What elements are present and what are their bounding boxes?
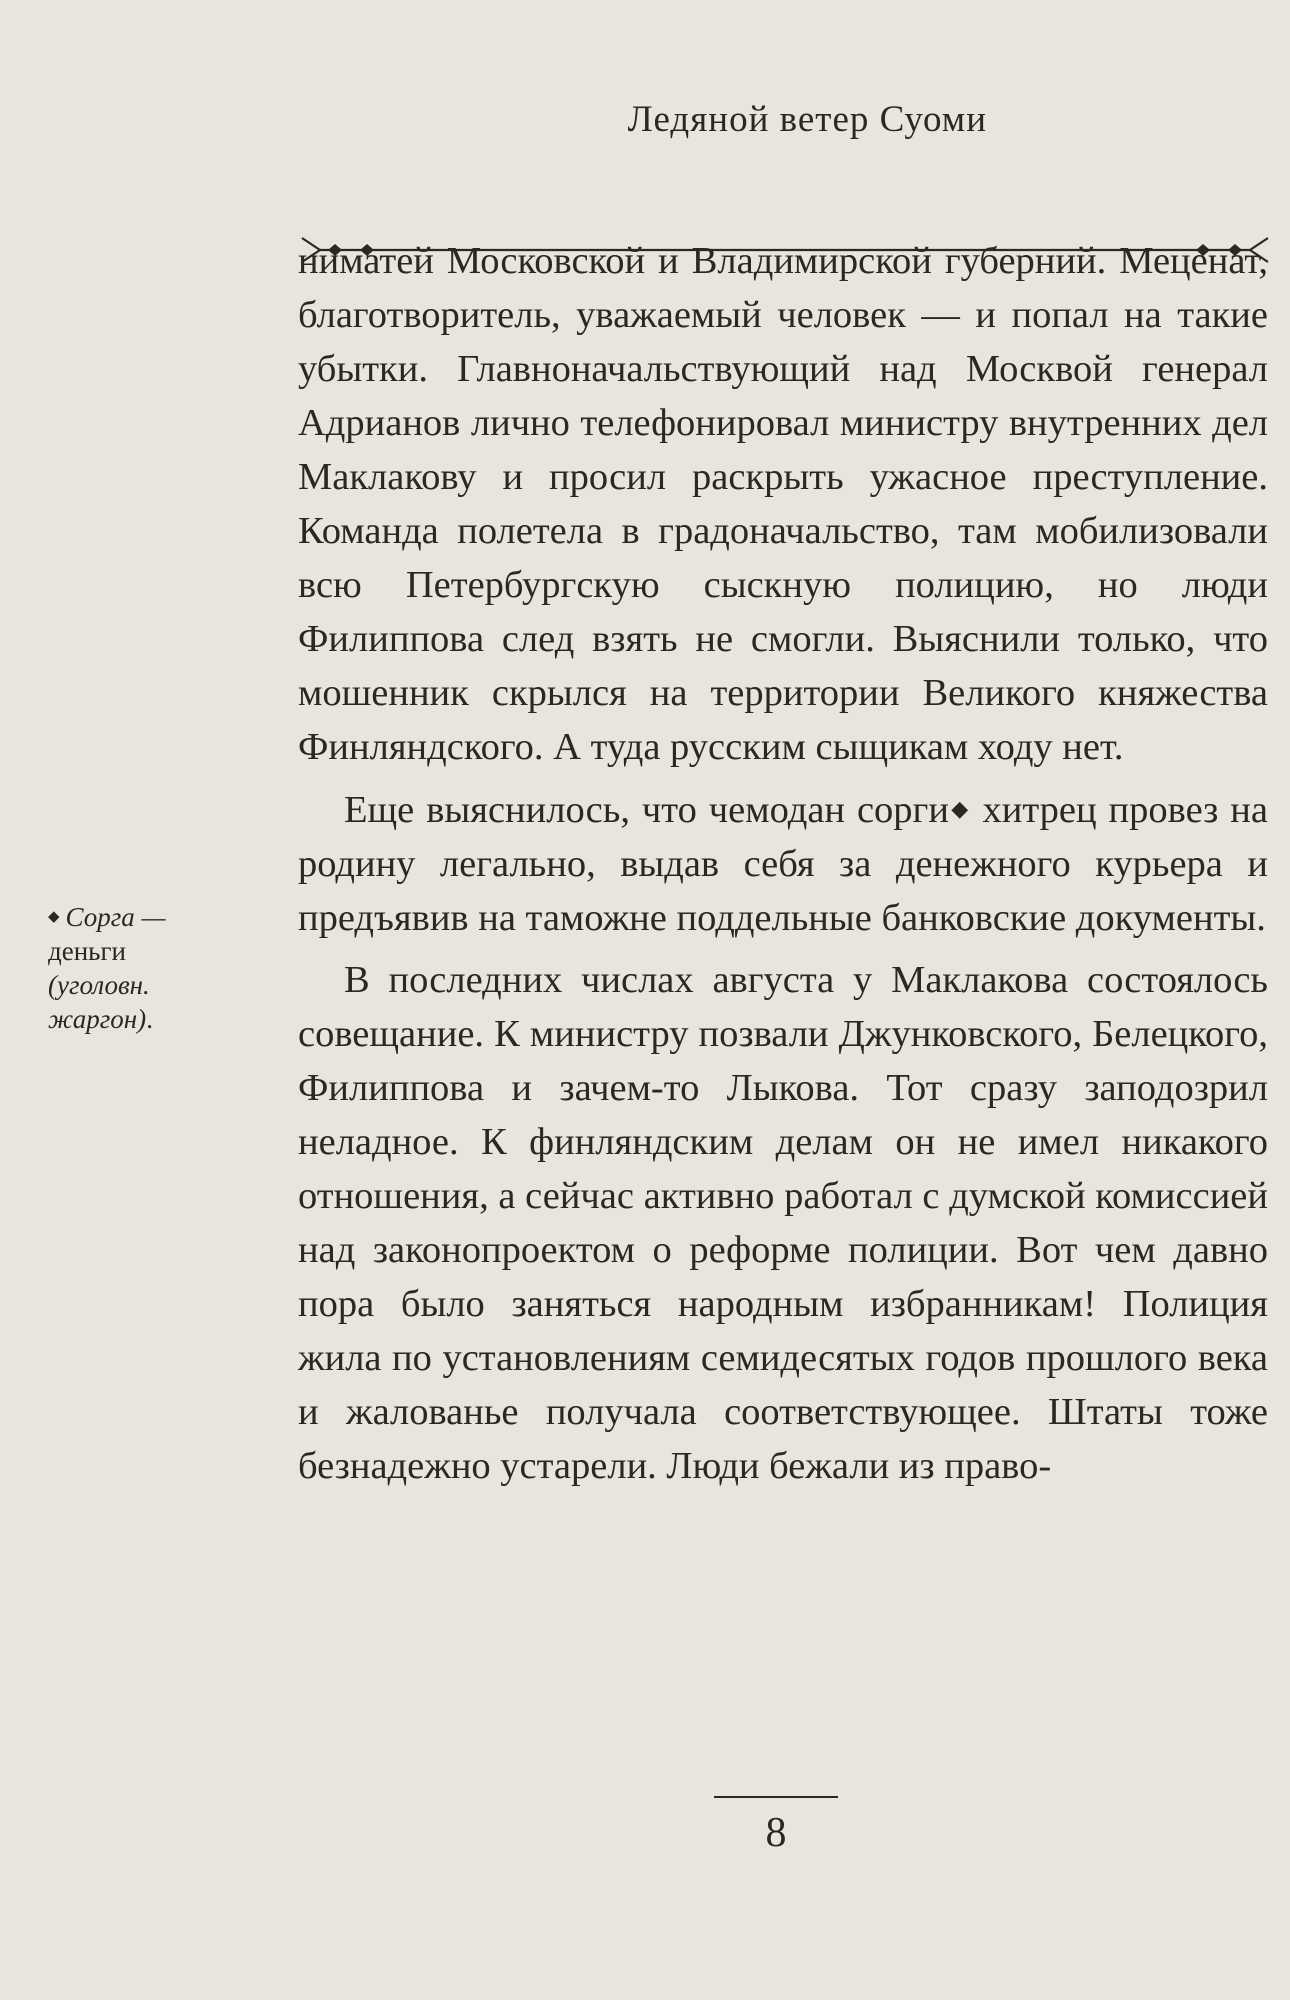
margin-note-gloss-italic: (уголовн. жаргон) xyxy=(48,970,150,1034)
page-number-rule xyxy=(714,1796,838,1798)
page-header xyxy=(300,98,1270,178)
margin-note-gloss: деньги xyxy=(48,936,127,966)
page-number: 8 xyxy=(765,1810,787,1856)
paragraph-2 xyxy=(298,782,1268,945)
running-title: Ледяной ветер Суоми xyxy=(627,99,987,140)
margin-note-marker: ◆ xyxy=(48,909,60,925)
body-text xyxy=(298,234,1268,1493)
paragraph-2-before-note: Еще выяснилось, что чемодан сорги xyxy=(344,789,949,831)
margin-note-term: Сорга — xyxy=(65,902,166,932)
margin-note-end: . xyxy=(146,1004,153,1034)
footnote-marker: ◆ xyxy=(948,796,971,821)
paragraph-2-after-note: хитрец провез на родину легально, выдав себя за денежного курьера и предъявив на таможне поддельные банковские документы. xyxy=(298,789,1268,939)
paragraph-1: ниматей Московской и Владимирской губерний. Меценат, благотворитель, уважаемый человек — и попал на такие убытки. Главноначальствующий над Москвой генерал Адрианов лично телефонировал министру внутренних дел Маклакову и просил раскрыть ужасное преступление. Команда полетела в градоначальство, там мобилизовали всю Петербургскую сыскную полицию, но люди Филиппова след взять не смогли. Выяснили только, что мошенник скрылся на территории Великого княжества Финляндского. А туда русским сыщикам ходу нет. xyxy=(298,240,1268,768)
paragraph-3: В последних числах августа у Маклакова состоялось совещание. К министру позвали Джунковского, Белецкого, Филиппова и зачем-то Лыкова. Тот сразу заподозрил неладное. К финляндским делам он не имел никакого отношения, а сейчас активно работал с думской комиссией над законопроектом о реформе полиции. Вот чем давно пора было заняться народным избранникам! Полиция жила по установлениям семидесятых годов прошлого века и жалованье получала соответствующее. Штаты тоже безнадежно устарели. Люди бежали из право- xyxy=(298,959,1268,1487)
margin-note xyxy=(48,900,238,1036)
